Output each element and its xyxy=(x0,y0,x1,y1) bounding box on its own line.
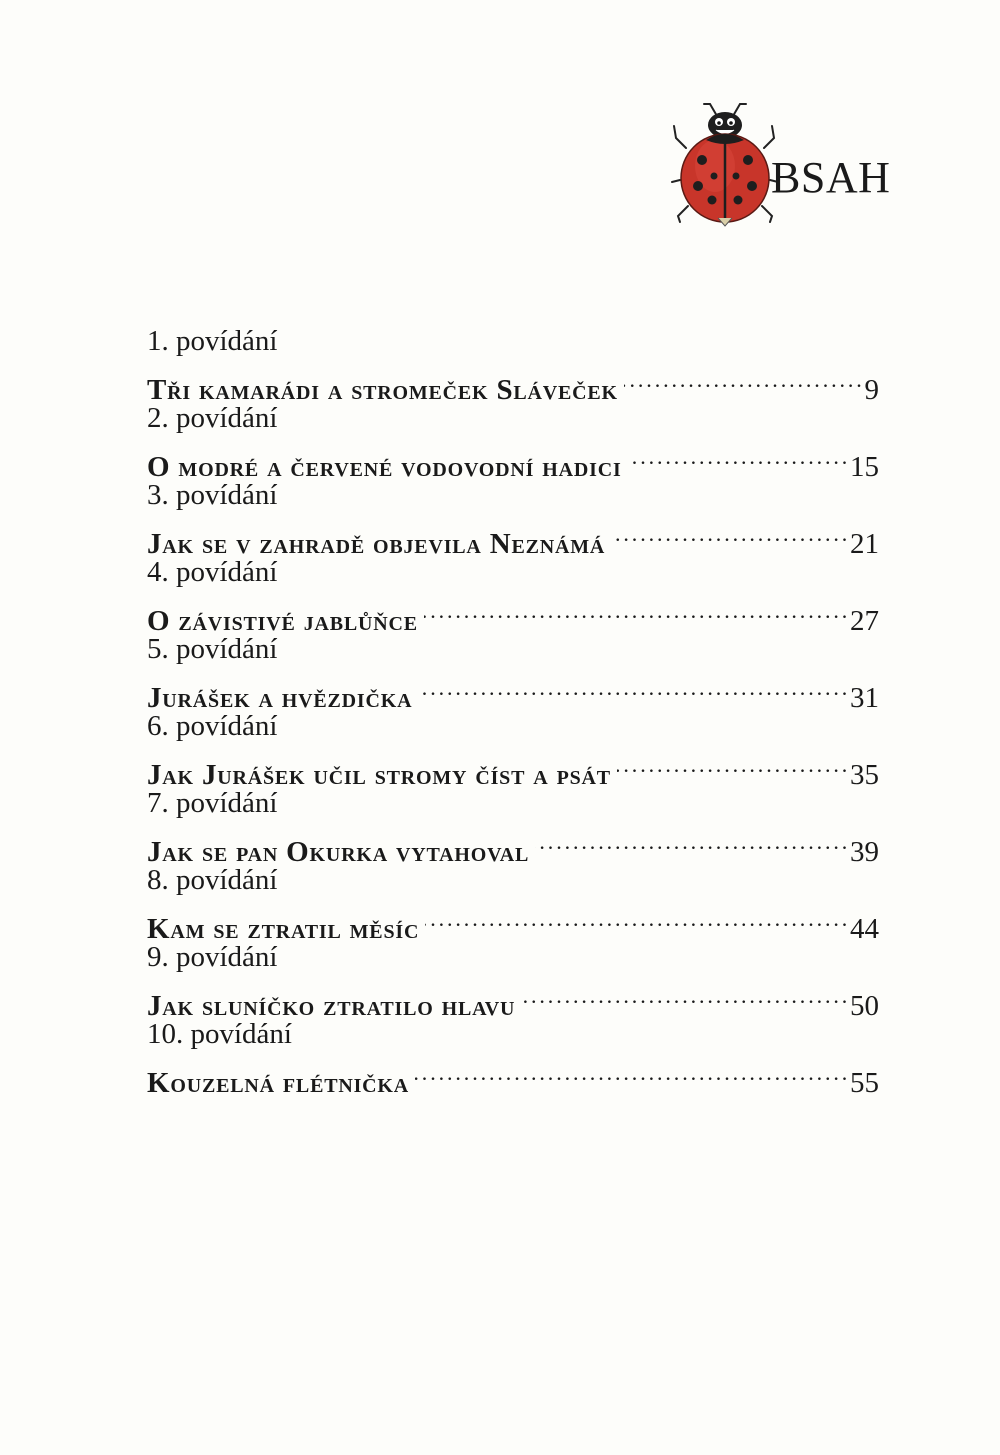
story-label: 7. povídání xyxy=(147,787,278,819)
toc-line[interactable] xyxy=(147,360,879,406)
toc-entry[interactable] xyxy=(147,861,879,945)
toc-entry[interactable] xyxy=(147,399,879,483)
page-number[interactable]: 35 xyxy=(850,759,879,791)
page-number[interactable]: 44 xyxy=(850,913,879,945)
story-title[interactable]: Jurášek a hvězdička xyxy=(147,682,413,714)
toc-entry[interactable] xyxy=(147,1015,879,1099)
page-number[interactable]: 55 xyxy=(850,1067,879,1099)
toc-line[interactable] xyxy=(147,976,879,1022)
toc-line[interactable] xyxy=(147,668,879,714)
toc-line[interactable] xyxy=(147,899,879,945)
toc-line[interactable] xyxy=(147,1053,879,1099)
page-number[interactable]: 31 xyxy=(850,682,879,714)
story-label: 4. povídání xyxy=(147,556,278,588)
page-number[interactable]: 27 xyxy=(850,605,879,637)
story-label: 2. povídání xyxy=(147,402,278,434)
story-label: 3. povídání xyxy=(147,479,278,511)
story-title[interactable]: Kouzelná flétnička xyxy=(147,1067,410,1099)
toc-entry[interactable] xyxy=(147,707,879,791)
story-label: 8. povídání xyxy=(147,864,278,896)
dot-leader xyxy=(425,899,846,938)
story-title[interactable]: Jak se pan Okurka vytahoval xyxy=(147,836,530,868)
page-number[interactable]: 15 xyxy=(850,451,879,483)
heading-title-text: BSAH xyxy=(771,153,891,202)
dot-leader xyxy=(624,360,861,399)
toc-entry[interactable] xyxy=(147,784,879,868)
dot-leader xyxy=(521,976,846,1015)
dot-leader xyxy=(611,514,846,553)
toc-entry[interactable] xyxy=(147,476,879,560)
story-label: 9. povídání xyxy=(147,941,278,973)
dot-leader xyxy=(628,437,846,476)
page-heading xyxy=(670,98,890,233)
ladybug-icon xyxy=(670,98,780,228)
story-label: 1. povídání xyxy=(147,325,278,357)
toc-line[interactable] xyxy=(147,591,879,637)
story-title[interactable]: O modré a červené vodovodní hadici xyxy=(147,451,622,483)
toc-entry[interactable] xyxy=(147,553,879,637)
page-number[interactable]: 39 xyxy=(850,836,879,868)
story-title[interactable]: Jak sluníčko ztratilo hlavu xyxy=(147,990,516,1022)
dot-leader xyxy=(424,591,846,630)
story-title[interactable]: Kam se ztratil měsíc xyxy=(147,913,420,945)
toc-entry[interactable] xyxy=(147,938,879,1022)
story-label: 10. povídání xyxy=(147,1018,292,1050)
toc-line[interactable] xyxy=(147,514,879,560)
story-label: 5. povídání xyxy=(147,633,278,665)
dot-leader xyxy=(535,822,846,861)
toc-line[interactable] xyxy=(147,437,879,483)
dot-leader xyxy=(415,1053,846,1092)
story-label: 6. povídání xyxy=(147,710,278,742)
dot-leader xyxy=(617,745,846,784)
story-title[interactable]: O závistivé jablůňce xyxy=(147,605,418,637)
dot-leader xyxy=(418,668,846,707)
story-title[interactable]: Jak Jurášek učil stromy číst a psát xyxy=(147,759,611,791)
toc-entry[interactable] xyxy=(147,322,879,406)
story-title[interactable]: Tři kamarádi a stromeček Sláveček xyxy=(147,374,618,406)
story-title[interactable]: Jak se v zahradě objevila Neznámá xyxy=(147,528,606,560)
page-number[interactable]: 21 xyxy=(850,528,879,560)
toc-line[interactable] xyxy=(147,822,879,868)
toc-line[interactable] xyxy=(147,745,879,791)
page-number[interactable]: 9 xyxy=(864,374,879,406)
toc-entry[interactable] xyxy=(147,630,879,714)
table-of-contents xyxy=(147,322,879,1099)
page-number[interactable]: 50 xyxy=(850,990,879,1022)
